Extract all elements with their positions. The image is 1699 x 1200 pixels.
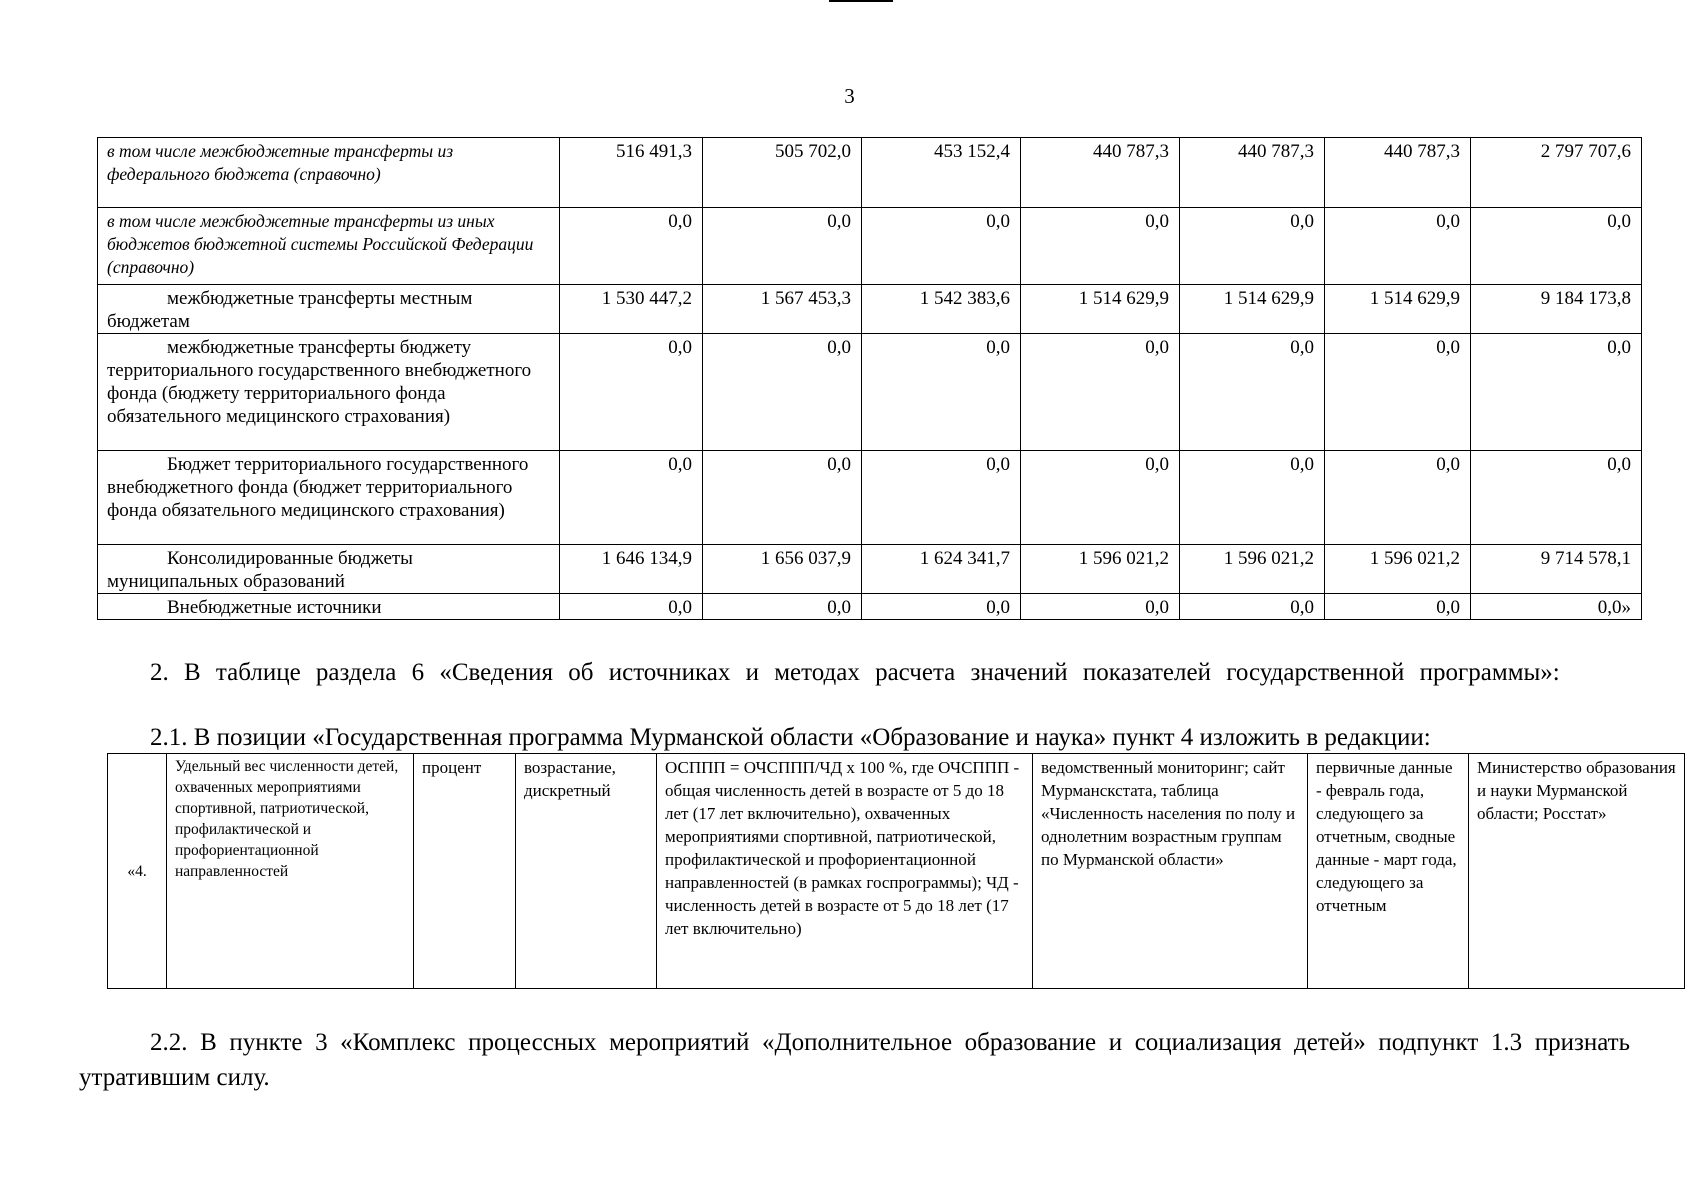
value-cell: 0,0 [1325, 334, 1471, 451]
table-row [98, 208, 1642, 285]
value-cell: 0,0 [1325, 208, 1471, 285]
paragraph-2-1: 2.1. В позиции «Государственная программа Мурманской области «Образование и наука» пункт 4 изложить в редакции: [150, 724, 1431, 751]
indicator-unit: процент [414, 754, 516, 989]
paragraph-2: 2. В таблице раздела 6 «Сведения об источниках и методах расчета значений показателей государственной программы»: [150, 659, 1560, 686]
value-cell: 0,0 [703, 594, 862, 620]
value-cell: 0,0 [1471, 451, 1642, 545]
value-cell: 0,0 [1325, 594, 1471, 620]
row-label [98, 334, 560, 451]
table-row [98, 334, 1642, 451]
row-label-text: межбюджетные трансферты местным бюджетам [107, 288, 473, 332]
value-cell: 0,0 [862, 594, 1021, 620]
value-cell: 1 514 629,9 [1180, 285, 1325, 334]
value-cell: 2 797 707,6 [1471, 138, 1642, 208]
indicator-name: Удельный вес численности детей, охваченных мероприятиями спортивной, патриотической, профилактической и профориентационной направленностей [167, 754, 414, 989]
value-cell: 453 152,4 [862, 138, 1021, 208]
table-row [98, 451, 1642, 545]
value-cell: 0,0 [1021, 208, 1180, 285]
paragraph-2-2: 2.2. В пункте 3 «Комплекс процессных мероприятий «Дополнительное образование и социализация детей» подпункт 1.3 признать утратившим силу. [79, 1029, 1630, 1091]
table-row [98, 138, 1642, 208]
row-label [98, 285, 560, 334]
value-cell: 1 530 447,2 [560, 285, 703, 334]
indicator-formula: ОСППП = ОЧСППП/ЧД x 100 %, где ОЧСППП - общая численность детей в возрасте от 5 до 18 лет (17 лет включительно), охваченных мероприятиями спортивной, патриотической, профилактической и профориентационной направленностей (в рамках госпрограммы); ЧД - численность детей в возрасте от 5 до 18 лет (17 лет включительно) [657, 754, 1033, 989]
row-label: в том числе межбюджетные трансферты из иных бюджетов бюджетной системы Российской Федерации (справочно) [98, 208, 560, 285]
value-cell: 0,0 [1471, 334, 1642, 451]
indicator-table [107, 753, 1685, 989]
value-cell: 0,0 [1021, 594, 1180, 620]
value-cell: 0,0 [1180, 334, 1325, 451]
value-cell: 1 656 037,9 [703, 545, 862, 594]
indicator-responsible: Министерство образования и науки Мурманской области; Росстат» [1469, 754, 1685, 989]
table-row [98, 545, 1642, 594]
indicator-number: «4. [108, 754, 167, 989]
value-cell: 1 596 021,2 [1325, 545, 1471, 594]
value-cell: 9 184 173,8 [1471, 285, 1642, 334]
value-cell: 440 787,3 [1021, 138, 1180, 208]
row-label: в том числе межбюджетные трансферты из федерального бюджета (справочно) [98, 138, 560, 208]
value-cell: 0,0 [560, 594, 703, 620]
row-label-text: межбюджетные трансферты бюджету территориального государственного внебюджетного фонда (бюджету территориального фонда обязательного медицинского страхования) [107, 337, 532, 427]
value-cell: 0,0 [1180, 594, 1325, 620]
row-label [98, 545, 560, 594]
value-cell: 440 787,3 [1180, 138, 1325, 208]
value-cell: 505 702,0 [703, 138, 862, 208]
value-cell: 0,0 [862, 208, 1021, 285]
value-cell: 0,0» [1471, 594, 1642, 620]
value-cell: 0,0 [862, 334, 1021, 451]
value-cell: 1 596 021,2 [1180, 545, 1325, 594]
row-label [98, 451, 560, 545]
value-cell: 1 624 341,7 [862, 545, 1021, 594]
row-label-text: Бюджет территориального государственного внебюджетного фонда (бюджет территориального фонда обязательного медицинского страхования) [107, 454, 529, 521]
value-cell: 0,0 [1021, 451, 1180, 545]
value-cell: 1 567 453,3 [703, 285, 862, 334]
value-cell: 0,0 [1471, 208, 1642, 285]
value-cell: 9 714 578,1 [1471, 545, 1642, 594]
value-cell: 0,0 [703, 334, 862, 451]
top-rule [829, 0, 893, 2]
value-cell: 1 542 383,6 [862, 285, 1021, 334]
value-cell: 0,0 [560, 451, 703, 545]
page-number: 3 [844, 84, 855, 108]
indicator-timing: первичные данные - февраль года, следующего за отчетным, сводные данные - март года, следующего за отчетным [1308, 754, 1469, 989]
value-cell: 440 787,3 [1325, 138, 1471, 208]
value-cell: 0,0 [1021, 334, 1180, 451]
indicator-source: ведомственный мониторинг; сайт Мурманскстата, таблица «Численность населения по полу и однолетним возрастным группам по Мурманской области» [1033, 754, 1308, 989]
table-row [98, 594, 1642, 620]
value-cell: 1 514 629,9 [1021, 285, 1180, 334]
value-cell: 0,0 [1325, 451, 1471, 545]
value-cell: 0,0 [1180, 451, 1325, 545]
value-cell: 0,0 [560, 208, 703, 285]
indicator-type: возрастание, дискретный [516, 754, 657, 989]
finance-table [97, 137, 1642, 620]
table-row [108, 754, 1685, 989]
value-cell: 1 514 629,9 [1325, 285, 1471, 334]
row-label [98, 594, 560, 620]
value-cell: 1 646 134,9 [560, 545, 703, 594]
value-cell: 0,0 [862, 451, 1021, 545]
value-cell: 0,0 [1180, 208, 1325, 285]
value-cell: 516 491,3 [560, 138, 703, 208]
value-cell: 0,0 [703, 451, 862, 545]
row-label-text: Внебюджетные источники [167, 597, 382, 618]
value-cell: 0,0 [560, 334, 703, 451]
table-row [98, 285, 1642, 334]
value-cell: 0,0 [703, 208, 862, 285]
value-cell: 1 596 021,2 [1021, 545, 1180, 594]
row-label-text: Консолидированные бюджеты муниципальных образований [107, 548, 413, 592]
